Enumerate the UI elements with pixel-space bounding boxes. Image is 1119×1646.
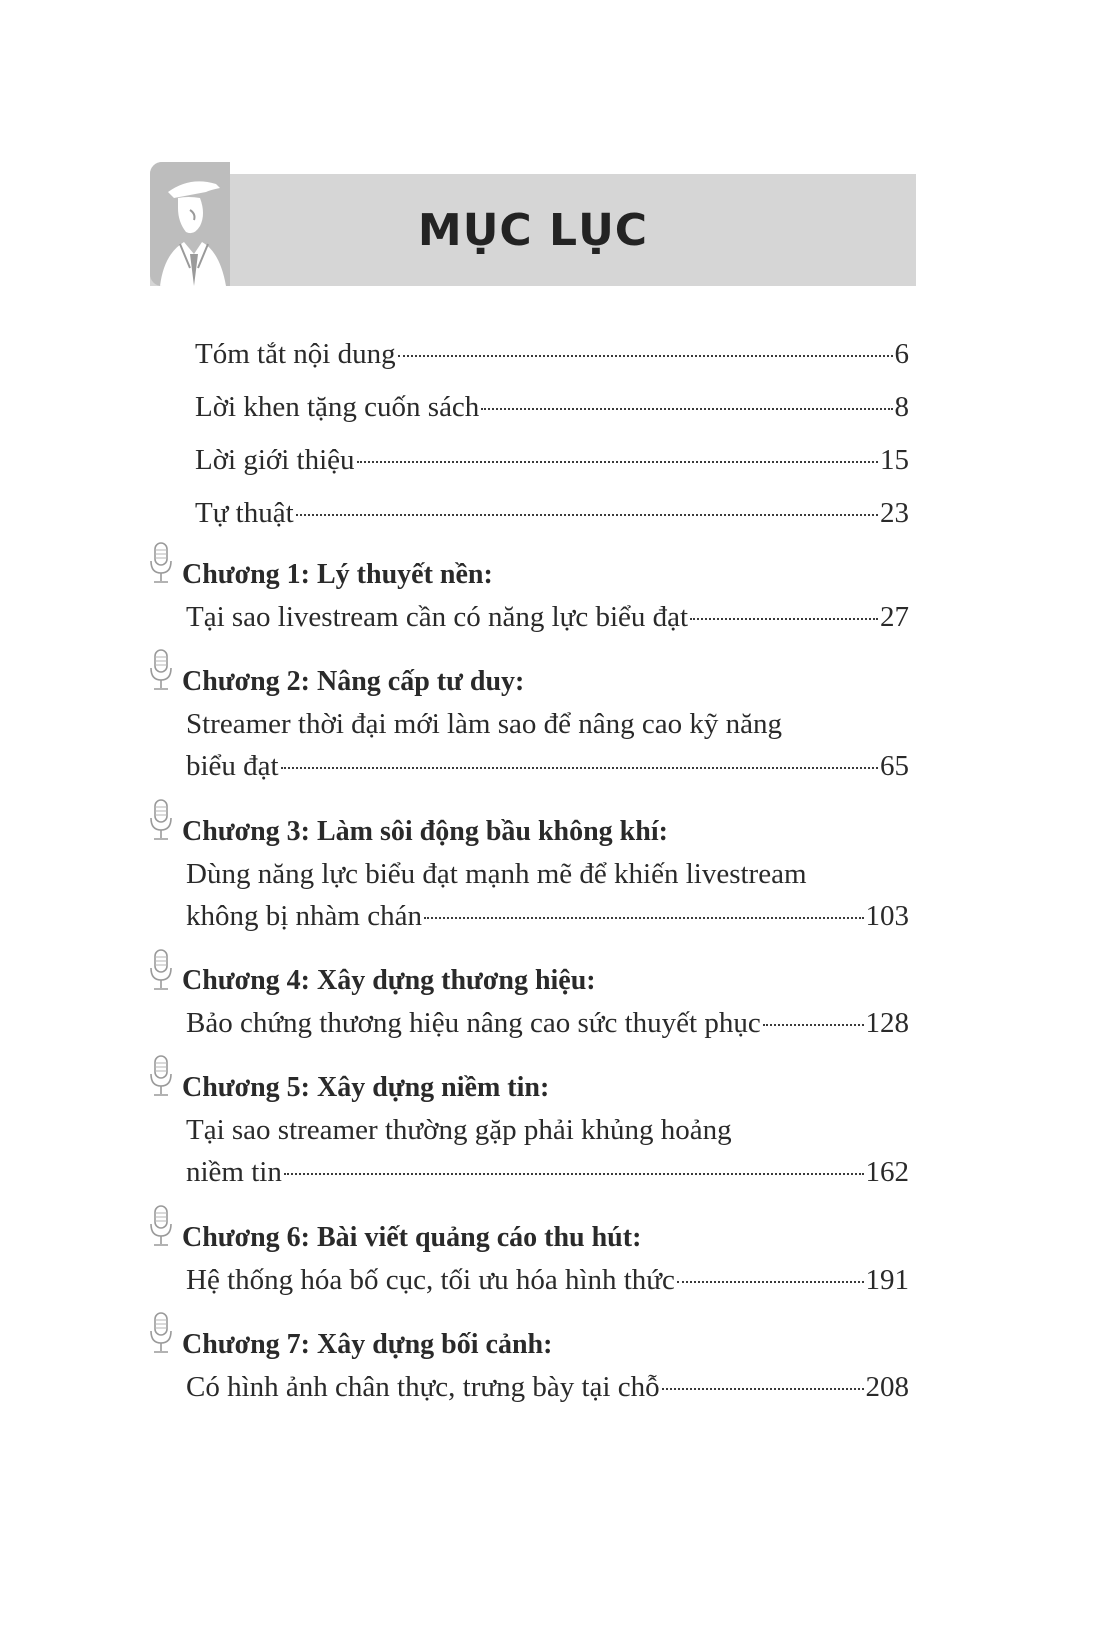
entry-title: Streamer thời đại mới làm sao để nâng cao kỹ năng [186,708,783,740]
entry-title: Bảo chứng thương hiệu nâng cao sức thuyết phục [186,1007,761,1039]
entry-title: Hệ thống hóa bố cục, tối ưu hóa hình thức [186,1264,675,1296]
page-number: 162 [865,1156,909,1188]
entry-title: Lời khen tặng cuốn sách [195,391,480,423]
dot-leader [662,1388,864,1390]
toc-header [150,162,916,286]
chapter-heading: Chương 5: Xây dựng niềm tin: [182,1072,550,1103]
dot-leader [284,1173,864,1175]
microphone-icon [148,1204,174,1248]
entry-title: Dùng năng lực biểu đạt mạnh mẽ để khiến livestream [186,858,807,890]
chapter-heading: Chương 1: Lý thuyết nền: [182,559,493,590]
microphone-icon [148,1054,174,1098]
microphone-icon [148,948,174,992]
microphone-icon [148,1311,174,1355]
toc-entry [195,442,909,478]
toc-entry [195,495,909,531]
entry-title: Tại sao streamer thường gặp phải khủng hoảng [186,1114,732,1146]
dot-leader [296,514,878,516]
microphone-icon [148,798,174,842]
dot-leader [281,767,878,769]
page-number: 128 [865,1007,909,1039]
dot-leader [424,917,864,919]
page-number: 6 [894,338,909,370]
page-number: 208 [865,1371,909,1403]
page-number: 23 [880,497,909,529]
toc-entry [186,898,909,934]
dot-leader [357,461,878,463]
dot-leader [690,618,878,620]
entry-title: biểu đạt [186,750,279,782]
toc-entry [195,336,909,372]
toc-entry [186,1262,909,1298]
page-number: 8 [894,391,909,423]
chapter-heading: Chương 6: Bài viết quảng cáo thu hút: [182,1222,642,1253]
dot-leader [398,355,893,357]
dot-leader [481,408,892,410]
microphone-icon [148,541,174,585]
toc-entry [186,1154,909,1190]
entry-title: Lời giới thiệu [195,444,355,476]
chapter-heading: Chương 4: Xây dựng thương hiệu: [182,965,596,996]
dot-leader [677,1281,864,1283]
toc-entry [186,599,909,635]
entry-title: Tự thuật [195,497,294,529]
entry-title: Có hình ảnh chân thực, trưng bày tại chỗ [186,1371,660,1403]
page-number: 103 [865,900,909,932]
toc-entry [195,389,909,425]
dot-leader [763,1024,864,1026]
entry-title: không bị nhàm chán [186,900,422,932]
chapter-heading: Chương 7: Xây dựng bối cảnh: [182,1329,553,1360]
page-number: 65 [880,750,909,782]
entry-title: niềm tin [186,1156,282,1188]
entry-title: Tại sao livestream cần có năng lực biểu đạt [186,601,689,633]
chapter-heading: Chương 2: Nâng cấp tư duy: [182,666,525,697]
toc-entry [186,1005,909,1041]
chapter-heading: Chương 3: Làm sôi động bầu không khí: [182,816,668,847]
page-number: 191 [865,1264,909,1296]
toc-entry [186,748,909,784]
page-number: 15 [880,444,909,476]
toc-entry [186,1369,909,1405]
page-number: 27 [880,601,909,633]
entry-title: Tóm tắt nội dung [195,338,396,370]
page-title: MỤC LỤC [417,204,649,256]
microphone-icon [148,648,174,692]
